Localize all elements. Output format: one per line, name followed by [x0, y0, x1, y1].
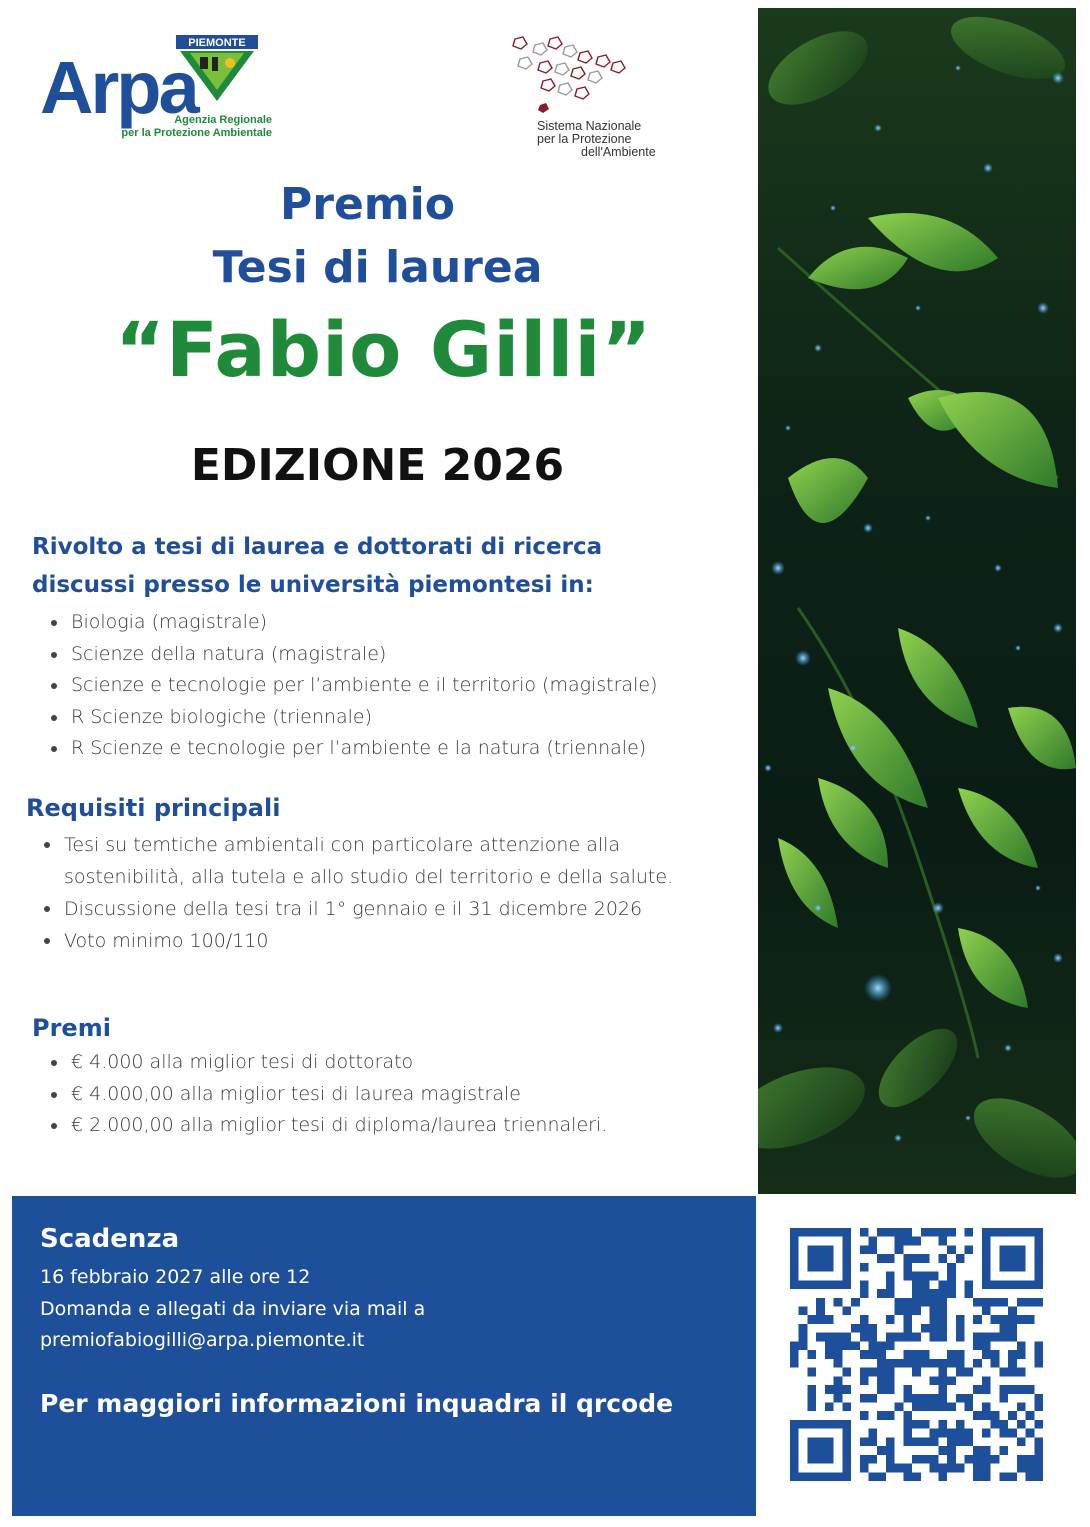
course-list [49, 607, 769, 765]
svg-text:per la Protezione Ambientale: per la Protezione Ambientale [121, 127, 272, 139]
deadline-title: Scadenza [40, 1224, 180, 1254]
requirements-list [42, 829, 732, 957]
course-item: Scienze e tecnologie per l’ambiente e il territorio (magistrale) [49, 670, 769, 702]
svg-text:Arpa: Arpa [40, 46, 197, 129]
edition-label: EDIZIONE 2026 [190, 440, 565, 491]
snpa-text-line3: dell'Ambiente [581, 145, 656, 159]
svg-text:Agenzia Regionale: Agenzia Regionale [174, 114, 272, 126]
title-tesi-di-laurea: Tesi di laurea [212, 242, 543, 293]
requirement-item: Voto minimo 100/110 [42, 925, 732, 957]
intro-line-1: Rivolto a tesi di laurea e dottorati di ricerca [32, 534, 603, 560]
title-award-name: “Fabio Gilli” [115, 305, 653, 394]
snpa-logo [505, 35, 705, 160]
deadline-date: 16 febbraio 2027 alle ore 12 [40, 1266, 311, 1288]
intro-line-2: discussi presso le università piemontesi in: [32, 572, 594, 598]
prizes-heading: Premi [32, 1014, 111, 1042]
prize-item: € 4.000,00 alla miglior tesi di laurea magistrale [49, 1079, 749, 1111]
qr-code[interactable] [790, 1228, 1043, 1481]
deadline-details [40, 1262, 740, 1357]
submission-text: Domanda e allegati da inviare via mail a [40, 1297, 426, 1320]
course-item: Scienze della natura (magistrale) [49, 639, 769, 671]
course-item: R Scienze e tecnologie per l’ambiente e la natura (triennale) [49, 733, 769, 765]
snpa-text-line1: Sistema Nazionale [537, 119, 642, 133]
snpa-text-line2: per la Protezione [537, 132, 632, 146]
prizes-list [49, 1047, 749, 1142]
title-premio: Premio [280, 179, 455, 230]
prize-item: € 4.000 alla miglior tesi di dottorato [49, 1047, 749, 1079]
arpa-logo [40, 35, 280, 145]
requirement-item: Discussione della tesi tra il 1° gennaio e il 31 dicembre 2026 [42, 893, 732, 925]
leaves-photo [758, 8, 1076, 1194]
contact-email-link[interactable]: premiofabiogilli@arpa.piemonte.it [40, 1329, 365, 1351]
requirement-item: Tesi su temtiche ambientali con particolare attenzione alla sostenibilità, alla tutela e allo studio del territorio e della salute. [42, 829, 732, 893]
prize-item: € 2.000,00 alla miglior tesi di diploma/laurea triennaleri. [49, 1110, 749, 1142]
svg-text:PIEMONTE: PIEMONTE [188, 37, 246, 49]
requirements-heading: Requisiti principali [26, 794, 281, 822]
more-info-text: Per maggiori informazioni inquadra il qrcode [40, 1389, 674, 1418]
intro-text [32, 528, 732, 604]
course-item: R Scienze biologiche (triennale) [49, 702, 769, 734]
course-item: Biologia (magistrale) [49, 607, 769, 639]
